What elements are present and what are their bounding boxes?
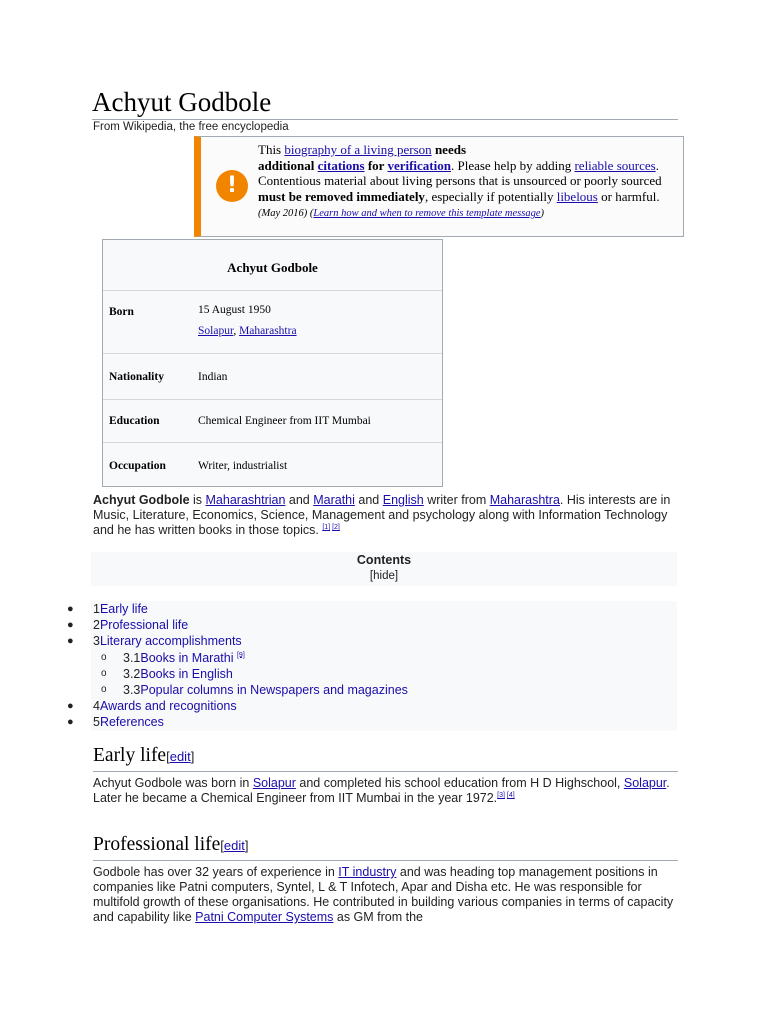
toc-link[interactable]: Books in English: [140, 666, 233, 681]
infobox-value: Writer, industrialist: [198, 460, 288, 472]
notice-date: (May 2016): [258, 208, 308, 219]
edit-link: [220, 838, 248, 853]
text: writer from: [423, 493, 490, 507]
intro-paragraph: [93, 493, 683, 538]
toc-link[interactable]: Literary accomplishments: [99, 634, 242, 649]
notice-text: . Contentious material about living persons that is unsourced or poorly sourced: [258, 157, 662, 188]
infobox-title: Achyut Godbole: [103, 240, 442, 291]
circle-bullet-icon: o: [101, 651, 107, 663]
ref-link[interactable]: [9]: [236, 651, 245, 659]
toc-item[interactable]: [67, 601, 677, 617]
toc-link[interactable]: Popular columns in Newspapers and magazines: [140, 682, 408, 697]
toc-item[interactable]: [67, 714, 677, 730]
text: Godbole has over 32 years of experience in: [93, 865, 339, 879]
notice-text: or harmful.: [597, 188, 660, 204]
notice-text-bold: needs: [431, 142, 466, 157]
infobox-value: [198, 304, 297, 337]
bracket: ]: [244, 838, 249, 853]
circle-bullet-icon: o: [101, 667, 107, 679]
infobox: [102, 239, 443, 487]
edit-link: [166, 749, 194, 764]
toc-number: 2: [93, 618, 100, 633]
link-reliable-sources[interactable]: reliable sources: [574, 157, 656, 173]
toc-number: 3: [93, 634, 100, 649]
link-solapur[interactable]: Solapur: [623, 776, 667, 790]
text: . Later he became a Chemical Engineer from IIT Mumbai in the year 1972.: [93, 776, 670, 805]
tagline: From Wikipedia, the free encyclopedia: [93, 121, 289, 133]
ref-link[interactable]: [1]: [322, 523, 331, 531]
infobox-label: Born: [109, 306, 134, 318]
link-maharashtra[interactable]: Maharashtra: [239, 325, 297, 337]
bracket: [: [166, 749, 170, 764]
toc-number: 3.1: [123, 650, 141, 665]
ref-link[interactable]: [4]: [506, 791, 515, 799]
text: and: [354, 493, 383, 507]
toc-link[interactable]: Early life: [99, 602, 148, 616]
infobox-label: Education: [109, 415, 160, 427]
toc-list: [60, 601, 677, 731]
edit-button[interactable]: edit: [169, 749, 191, 764]
link-remove-template-message[interactable]: Learn how and when to remove this template message: [313, 208, 541, 219]
link-maharashtrian[interactable]: Maharashtrian: [205, 493, 286, 507]
infobox-value: Indian: [198, 371, 228, 383]
edit-button[interactable]: edit: [223, 838, 245, 853]
link-solapur[interactable]: Solapur: [198, 325, 234, 337]
toc-link[interactable]: Books in Marathi: [140, 650, 234, 665]
separator: ,: [233, 325, 240, 337]
toc-subitem[interactable]: [91, 650, 677, 666]
bullet-icon: ●: [67, 635, 74, 648]
bracket: ]: [190, 749, 195, 764]
toc-header: [91, 552, 677, 586]
toc-number: 3.2: [123, 666, 141, 681]
infobox-label: Occupation: [109, 460, 166, 472]
toc-item[interactable]: [67, 617, 677, 633]
notice-text: . Please help by adding: [450, 157, 575, 173]
bullet-icon: ●: [67, 619, 74, 632]
notice-text-bold: for: [364, 157, 388, 173]
section-heading-professional-life: [93, 833, 678, 861]
infobox-row-born: [103, 291, 442, 354]
text: is: [189, 493, 206, 507]
toc-subitem[interactable]: [91, 682, 677, 698]
link-marathi[interactable]: Marathi: [313, 493, 355, 507]
notice-paren: (: [307, 208, 314, 219]
link-solapur[interactable]: Solapur: [252, 776, 296, 790]
text: and was heading top management positions in companies like Patni computers, Syntel, L & T Infotech, Apar and Disha etc. He was responsible for multifold growth of these organisations. He contributed in building various companies in terms of capacity and capability like: [93, 865, 674, 924]
text: Achyut Godbole was born in: [93, 776, 253, 790]
circle-bullet-icon: o: [101, 683, 107, 695]
heading-text: Early life: [93, 745, 167, 766]
warning-icon: !: [216, 170, 248, 202]
bullet-icon: ●: [67, 716, 74, 729]
bullet-icon: ●: [67, 603, 74, 615]
toc-number: 5: [93, 715, 100, 730]
citation-notice-text: [258, 142, 678, 222]
toc-subitem[interactable]: [91, 666, 677, 682]
toc-item[interactable]: [67, 633, 677, 649]
bracket: [: [220, 838, 224, 853]
text: and: [285, 493, 314, 507]
link-citations[interactable]: citations: [317, 157, 365, 173]
early-life-paragraph: [93, 776, 683, 806]
link-biography-living-person[interactable]: biography of a living person: [284, 142, 432, 157]
ref-link[interactable]: [3]: [497, 791, 505, 799]
link-libelous[interactable]: libelous: [556, 188, 598, 204]
infobox-row-education: [103, 400, 442, 443]
section-heading-early-life: [93, 744, 678, 772]
subject-name: Achyut Godbole: [93, 493, 190, 507]
toc-number: 3.3: [123, 682, 141, 697]
heading-text: Professional life: [93, 834, 221, 855]
link-patni-computer-systems[interactable]: Patni Computer Systems: [195, 910, 334, 924]
toc-hide-toggle[interactable]: [hide]: [369, 570, 399, 582]
link-verification[interactable]: verification: [387, 157, 451, 173]
link-maharashtra[interactable]: Maharashtra: [489, 493, 560, 507]
professional-life-paragraph: [93, 865, 683, 925]
toc-item[interactable]: [67, 698, 677, 714]
ref-link[interactable]: [2]: [332, 523, 340, 531]
page-title: Achyut Godbole: [92, 86, 678, 120]
citation-notice: [194, 136, 684, 237]
infobox-row-occupation: [103, 443, 442, 487]
infobox-row-nationality: [103, 354, 442, 400]
notice-text-bold: additional: [258, 157, 318, 173]
link-english[interactable]: English: [382, 493, 424, 507]
infobox-value: Chemical Engineer from IIT Mumbai: [198, 415, 371, 427]
text: as GM from the: [333, 910, 424, 924]
bullet-icon: ●: [67, 700, 74, 713]
text: . His interests are in Music, Literature, Economics, Science, Management and psychology along with Information Technology and he has written books in those topics.: [93, 493, 671, 537]
toc-link[interactable]: Professional life: [99, 618, 189, 633]
notice-paren: ): [540, 208, 544, 219]
toc-number: 1: [93, 602, 100, 616]
toc-link[interactable]: Awards and recognitions: [99, 699, 237, 714]
toc-number: 4: [93, 699, 100, 714]
notice-text: This: [258, 142, 285, 157]
toc-link[interactable]: References: [99, 715, 164, 730]
link-it-industry[interactable]: IT industry: [338, 865, 397, 879]
born-date: 15 August 1950: [198, 304, 271, 316]
notice-text-bold: must be removed immediately: [258, 188, 425, 204]
text: and completed his school education from H D Highschool,: [295, 776, 624, 790]
notice-text: , especially if potentially: [424, 188, 557, 204]
toc-title: Contents: [356, 553, 412, 567]
infobox-label: Nationality: [109, 371, 164, 383]
